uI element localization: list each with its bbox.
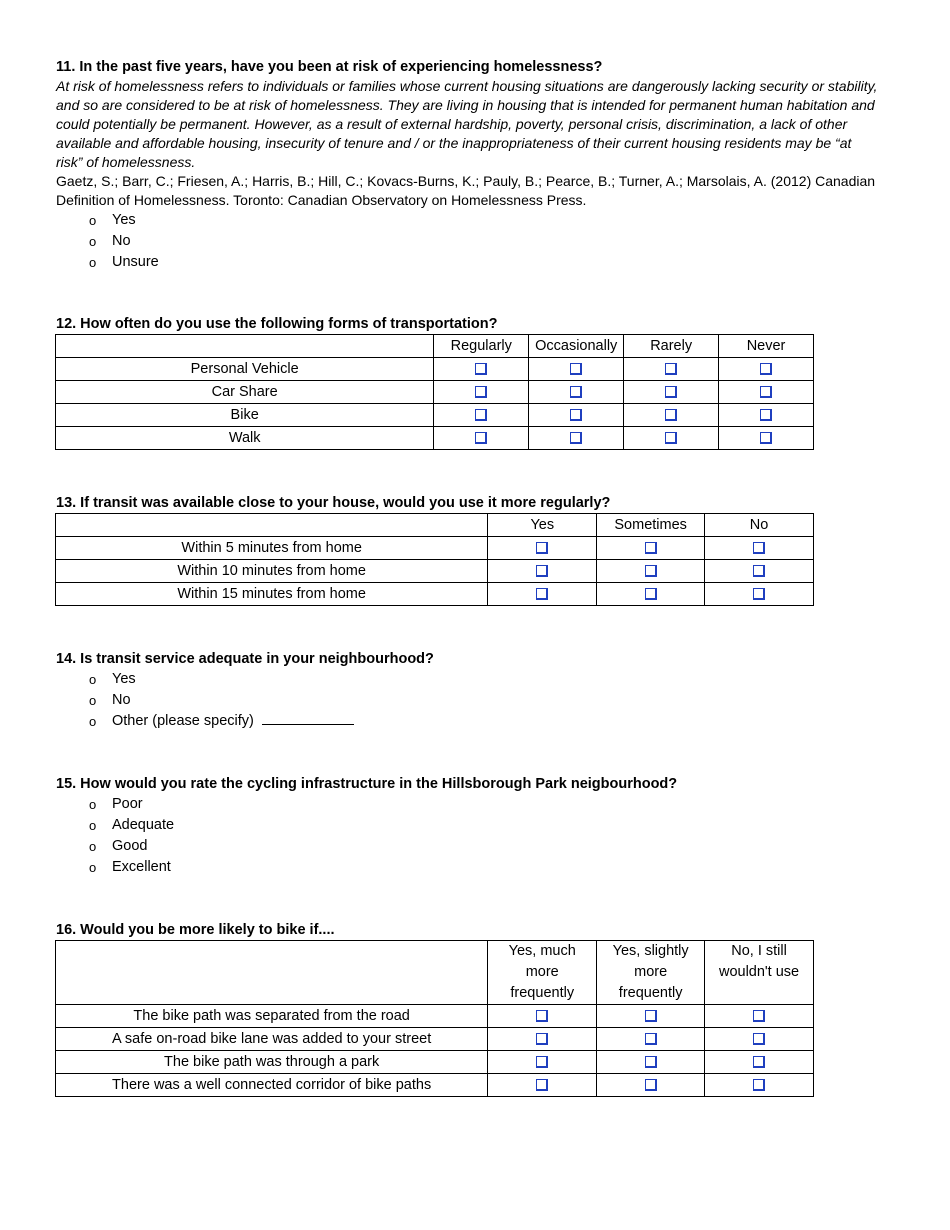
- table-row: [56, 583, 814, 606]
- definition-line: available and affordable housing, insecurity of tenure and / or the inappropriateness of their current housing residents may be “at: [56, 135, 852, 151]
- row-label: A safe on-road bike lane was added to your street: [56, 1028, 488, 1051]
- checkbox[interactable]: [570, 409, 582, 421]
- column-header: [488, 941, 597, 1005]
- table-row: [56, 1005, 814, 1028]
- homelessness-definition: [56, 77, 896, 172]
- radio-bullet-icon[interactable]: o: [89, 714, 97, 729]
- checkbox[interactable]: [665, 386, 677, 398]
- question-12-title: 12. How often do you use the following forms of transportation?: [56, 316, 498, 332]
- option-unsure[interactable]: [56, 252, 896, 273]
- checkbox[interactable]: [475, 363, 487, 375]
- column-header-line: frequently: [510, 985, 575, 1001]
- checkbox[interactable]: [570, 432, 582, 444]
- column-header: [705, 941, 814, 1005]
- checkbox[interactable]: [665, 409, 677, 421]
- checkbox[interactable]: [760, 363, 772, 375]
- option-label: No: [112, 233, 131, 249]
- column-header: Yes: [488, 514, 597, 537]
- table-row: [56, 1051, 814, 1074]
- option-label: Yes: [112, 671, 136, 687]
- checkbox[interactable]: [760, 386, 772, 398]
- checkbox[interactable]: [665, 432, 677, 444]
- checkbox[interactable]: [645, 1056, 657, 1068]
- citation-line: Gaetz, S.; Barr, C.; Friesen, A.; Harris, B.; Hill, C.; Kovacs-Burns, K.; Pauly, B.; Pearce, B.; Turner, A.; Marsolais, A. (2012) Canadian: [56, 173, 876, 189]
- citation-line: Definition of Homelessness. Toronto: Canadian Observatory on Homelessness Press.: [56, 192, 587, 208]
- checkbox[interactable]: [645, 588, 657, 600]
- transit-proximity-table: [55, 513, 814, 606]
- transportation-frequency-table: [55, 334, 814, 450]
- row-label: Personal Vehicle: [56, 358, 434, 381]
- table-row: [56, 404, 814, 427]
- column-header: No: [705, 514, 814, 537]
- checkbox[interactable]: [753, 565, 765, 577]
- option-label: Excellent: [112, 859, 171, 875]
- question-13: [56, 494, 896, 513]
- definition-line: At risk of homelessness refers to individuals or families whose current housing situations are dangerously lacking security or stability,: [56, 78, 878, 94]
- option-yes[interactable]: [56, 210, 896, 231]
- radio-bullet-icon[interactable]: o: [89, 693, 97, 708]
- column-header-line: No, I still: [731, 943, 787, 959]
- option-yes[interactable]: [56, 669, 896, 690]
- question-11-options: [56, 210, 896, 273]
- header-blank: [56, 941, 488, 1005]
- row-label: The bike path was separated from the road: [56, 1005, 488, 1028]
- definition-line: risk” of homelessness.: [56, 154, 196, 170]
- question-14-options: [56, 669, 896, 732]
- row-label: There was a well connected corridor of bike paths: [56, 1074, 488, 1097]
- checkbox[interactable]: [536, 542, 548, 554]
- checkbox[interactable]: [753, 588, 765, 600]
- column-header-line: frequently: [618, 985, 683, 1001]
- checkbox[interactable]: [536, 1010, 548, 1022]
- column-header-line: Yes, slightly: [612, 943, 689, 959]
- option-label: Yes: [112, 212, 136, 228]
- radio-bullet-icon[interactable]: o: [89, 860, 97, 875]
- row-label: Bike: [56, 404, 434, 427]
- option-label: No: [112, 692, 131, 708]
- checkbox[interactable]: [753, 1010, 765, 1022]
- checkbox[interactable]: [570, 386, 582, 398]
- option-label: Other (please specify): [112, 713, 254, 729]
- checkbox[interactable]: [536, 588, 548, 600]
- checkbox[interactable]: [753, 1033, 765, 1045]
- column-header: Regularly: [434, 335, 529, 358]
- radio-bullet-icon[interactable]: o: [89, 839, 97, 854]
- option-label: Good: [112, 838, 148, 854]
- table-row: [56, 427, 814, 450]
- column-header-line: Yes, much: [508, 943, 576, 959]
- question-13-title: 13. If transit was available close to your house, would you use it more regularly?: [56, 495, 611, 511]
- citation: [56, 172, 896, 210]
- option-excellent[interactable]: [56, 857, 896, 878]
- option-adequate[interactable]: [56, 815, 896, 836]
- checkbox[interactable]: [475, 432, 487, 444]
- column-header: Rarely: [624, 335, 719, 358]
- header-blank: [56, 335, 434, 358]
- column-header-line: more: [525, 964, 559, 980]
- checkbox[interactable]: [753, 542, 765, 554]
- option-no[interactable]: [56, 231, 896, 252]
- definition-line: could potentially be permanent. However, as a result of external hardship, poverty, personal crisis, discrimination, a lack of other: [56, 116, 848, 132]
- table-row: [56, 537, 814, 560]
- checkbox[interactable]: [760, 432, 772, 444]
- column-header-line: wouldn't use: [718, 964, 800, 980]
- row-label: Car Share: [56, 381, 434, 404]
- row-label: Within 10 minutes from home: [56, 560, 488, 583]
- checkbox[interactable]: [536, 565, 548, 577]
- checkbox[interactable]: [645, 565, 657, 577]
- checkbox[interactable]: [753, 1056, 765, 1068]
- question-11: [56, 58, 896, 273]
- checkbox[interactable]: [753, 1079, 765, 1091]
- column-header: Sometimes: [597, 514, 705, 537]
- table-row: [56, 381, 814, 404]
- question-12: [56, 315, 896, 334]
- question-15-options: [56, 794, 896, 878]
- radio-bullet-icon[interactable]: o: [89, 818, 97, 833]
- checkbox[interactable]: [536, 1079, 548, 1091]
- row-label: The bike path was through a park: [56, 1051, 488, 1074]
- checkbox[interactable]: [536, 1033, 548, 1045]
- question-15: [56, 775, 896, 878]
- option-good[interactable]: [56, 836, 896, 857]
- table-header-row: [56, 514, 814, 537]
- table-header-row: [56, 335, 814, 358]
- column-header: Occasionally: [529, 335, 624, 358]
- checkbox[interactable]: [536, 1056, 548, 1068]
- option-label: Poor: [112, 796, 143, 812]
- checkbox[interactable]: [570, 363, 582, 375]
- checkbox[interactable]: [645, 1033, 657, 1045]
- row-label: Within 5 minutes from home: [56, 537, 488, 560]
- option-poor[interactable]: [56, 794, 896, 815]
- table-row: [56, 358, 814, 381]
- definition-line: and so are considered to be at risk of homelessness. They are living in housing that is intended for permanent human habitation and: [56, 97, 875, 113]
- option-other[interactable]: [56, 711, 896, 732]
- column-header: Never: [719, 335, 814, 358]
- column-header: [597, 941, 705, 1005]
- table-header-row: [56, 941, 814, 1005]
- radio-bullet-icon[interactable]: o: [89, 213, 97, 228]
- header-blank: [56, 514, 488, 537]
- row-label: Within 15 minutes from home: [56, 583, 488, 606]
- option-label: Unsure: [112, 254, 159, 270]
- checkbox[interactable]: [760, 409, 772, 421]
- checkbox[interactable]: [645, 1010, 657, 1022]
- checkbox[interactable]: [475, 386, 487, 398]
- option-label: Adequate: [112, 817, 175, 833]
- checkbox[interactable]: [645, 1079, 657, 1091]
- question-14: [56, 650, 896, 732]
- specify-blank-line[interactable]: [262, 711, 354, 725]
- question-16-title: 16. Would you be more likely to bike if....: [56, 922, 335, 938]
- radio-bullet-icon[interactable]: o: [89, 672, 97, 687]
- question-15-title: 15. How would you rate the cycling infrastructure in the Hillsborough Park neigbourhood?: [56, 776, 678, 792]
- option-no[interactable]: [56, 690, 896, 711]
- table-row: [56, 1028, 814, 1051]
- radio-bullet-icon[interactable]: o: [89, 797, 97, 812]
- checkbox[interactable]: [665, 363, 677, 375]
- checkbox[interactable]: [475, 409, 487, 421]
- column-header-line: more: [634, 964, 668, 980]
- question-11-title: 11. In the past five years, have you been at risk of experiencing homelessness?: [56, 59, 603, 75]
- question-14-title: 14. Is transit service adequate in your neighbourhood?: [56, 651, 434, 667]
- radio-bullet-icon[interactable]: o: [89, 255, 97, 270]
- question-16: [56, 921, 896, 940]
- bike-likelihood-table: [55, 940, 814, 1097]
- checkbox[interactable]: [645, 542, 657, 554]
- radio-bullet-icon[interactable]: o: [89, 234, 97, 249]
- table-row: [56, 560, 814, 583]
- row-label: Walk: [56, 427, 434, 450]
- table-row: [56, 1074, 814, 1097]
